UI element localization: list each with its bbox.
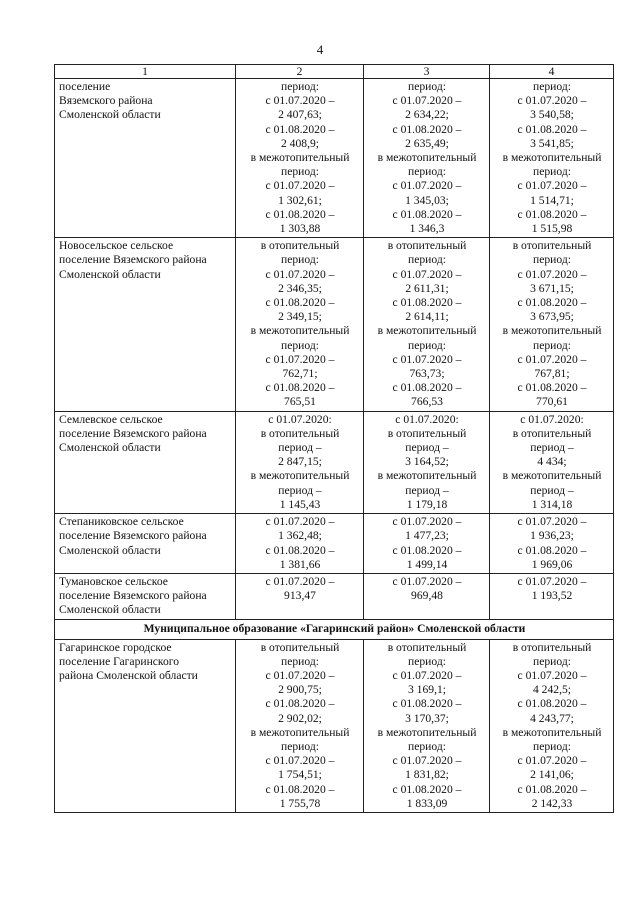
cell-line: 3 164,52; (405, 455, 449, 469)
table-row (55, 411, 614, 513)
table-row (55, 238, 614, 411)
column-number-cell: 3 (364, 65, 490, 79)
cell-line: период: (408, 739, 446, 753)
cell-line: 770,61 (536, 395, 568, 409)
tariff-cell-col4 (490, 514, 614, 574)
cell-line: период: (408, 165, 446, 179)
cell-line: 3 673,95; (530, 310, 574, 324)
column-number-row (55, 65, 614, 79)
cell-line: 1 499,14 (406, 557, 448, 571)
cell-line: в отопительный (512, 426, 592, 440)
cell-line: с 01.08.2020 – (265, 697, 335, 711)
cell-line: в отопительный (260, 239, 340, 253)
cell-line: поселение (59, 80, 111, 93)
tariff-cell-col4 (490, 639, 614, 812)
cell-line: с 01.08.2020 – (517, 543, 587, 557)
cell-line: с 01.07.2020 – (517, 754, 587, 768)
cell-line: с 01.07.2020 – (265, 352, 335, 366)
tariff-cell-col2 (236, 79, 364, 238)
cell-line: 2 900,75; (278, 683, 322, 697)
cell-line: с 01.07.2020 – (392, 668, 462, 682)
cell-line: с 01.07.2020 – (392, 754, 462, 768)
cell-line: 2 614,11; (405, 310, 449, 324)
table-row (55, 639, 614, 812)
cell-line: поселение Вяземского района (59, 253, 207, 267)
cell-line: в межотопительный (250, 469, 350, 483)
cell-line: с 01.07.2020 – (392, 352, 462, 366)
cell-line: 1 179,18 (406, 497, 448, 511)
cell-line: 1 477,23; (405, 529, 449, 543)
cell-line: 762,71; (282, 367, 318, 381)
cell-line: с 01.07.2020 – (517, 574, 587, 588)
cell-line: в межотопительный (377, 469, 477, 483)
cell-line: 1 314,18 (531, 497, 573, 511)
cell-line: 1 302,61; (278, 193, 322, 207)
cell-line: с 01.08.2020 – (517, 122, 587, 136)
cell-line: Тумановское сельское (59, 574, 168, 588)
cell-line: в межотопительный (502, 324, 602, 338)
cell-line: 3 540,58; (530, 108, 574, 122)
settlement-name-cell (55, 639, 236, 812)
cell-line: в межотопительный (250, 725, 350, 739)
tariff-cell-col3 (364, 79, 490, 238)
cell-line: с 01.07.2020 – (265, 574, 335, 588)
tariff-cell-col4 (490, 573, 614, 619)
cell-line: с 01.07.2020 – (265, 754, 335, 768)
cell-line: Степаниковское сельское (59, 515, 184, 529)
cell-line: района Смоленской области (59, 668, 198, 682)
cell-line: с 01.08.2020 – (392, 296, 462, 310)
cell-line: с 01.08.2020 – (265, 381, 335, 395)
cell-line: с 01.08.2020 – (392, 543, 462, 557)
cell-line: Смоленской области (59, 603, 161, 617)
tariff-cell-col3 (364, 573, 490, 619)
cell-line: период: (281, 739, 319, 753)
table-row (55, 514, 614, 574)
tariff-cell-col2 (236, 639, 364, 812)
cell-line: в межотопительный (377, 324, 477, 338)
cell-line: с 01.08.2020 – (517, 296, 587, 310)
cell-line: период – (530, 441, 574, 455)
cell-line: с 01.07.2020 – (517, 515, 587, 529)
column-number-cell: 2 (236, 65, 364, 79)
cell-line: Смоленской области (59, 267, 161, 281)
cell-line: с 01.08.2020 – (392, 122, 462, 136)
cell-line: 3 169,1; (407, 683, 446, 697)
cell-line: в межотопительный (377, 151, 477, 165)
tariff-cell-col2 (236, 514, 364, 574)
cell-line: 1 145,43 (279, 497, 321, 511)
cell-line: 4 242,5; (532, 683, 571, 697)
cell-line: Смоленской области (59, 108, 161, 122)
tariff-cell-col2 (236, 411, 364, 513)
cell-line: с 01.07.2020 – (392, 267, 462, 281)
tariff-cell-col3 (364, 514, 490, 574)
cell-line: с 01.07.2020: (395, 412, 459, 426)
cell-line: с 01.08.2020 – (517, 381, 587, 395)
cell-line: 1 514,71; (530, 193, 574, 207)
cell-line: в межотопительный (250, 151, 350, 165)
cell-line: Смоленской области (59, 441, 161, 455)
cell-line: период: (281, 80, 319, 93)
cell-line: в межотопительный (250, 324, 350, 338)
cell-line: в межотопительный (502, 725, 602, 739)
cell-line: с 01.08.2020 – (265, 207, 335, 221)
cell-line: с 01.07.2020 – (517, 94, 587, 108)
cell-line: с 01.08.2020 – (265, 296, 335, 310)
cell-line: с 01.07.2020 – (392, 574, 462, 588)
section-title: Муниципальное образование «Гагаринский район» Смоленской области (55, 619, 614, 639)
tariff-cell-col3 (364, 238, 490, 411)
cell-line: 1 936,23; (530, 529, 574, 543)
cell-line: в отопительный (387, 239, 467, 253)
cell-line: с 01.07.2020 – (517, 668, 587, 682)
cell-line: 1 833,09 (406, 796, 448, 810)
cell-line: 2 635,49; (405, 136, 449, 150)
cell-line: 3 541,85; (530, 136, 574, 150)
cell-line: в отопительный (512, 640, 592, 654)
cell-line: с 01.07.2020 – (517, 267, 587, 281)
cell-line: 2 142,33 (531, 796, 573, 810)
cell-line: период – (530, 483, 574, 497)
cell-line: с 01.07.2020 – (265, 515, 335, 529)
cell-line: 4 243,77; (530, 711, 574, 725)
cell-line: с 01.08.2020 – (265, 122, 335, 136)
cell-line: 2 408,9; (280, 136, 319, 150)
tariff-cell-col4 (490, 79, 614, 238)
cell-line: период: (533, 165, 571, 179)
cell-line: с 01.08.2020 – (265, 782, 335, 796)
cell-line: в отопительный (260, 426, 340, 440)
tariff-cell-col4 (490, 411, 614, 513)
cell-line: с 01.07.2020 – (265, 94, 335, 108)
cell-line: 1 515,98 (531, 222, 573, 236)
cell-line: 1 754,51; (278, 768, 322, 782)
cell-line: 1 193,52 (531, 589, 573, 603)
cell-line: Смоленской области (59, 543, 161, 557)
cell-line: 1 969,06 (531, 557, 573, 571)
cell-line: с 01.07.2020 – (265, 179, 335, 193)
cell-line: с 01.08.2020 – (517, 697, 587, 711)
cell-line: период – (278, 483, 322, 497)
cell-line: 3 170,37; (405, 711, 449, 725)
cell-line: с 01.07.2020 – (392, 179, 462, 193)
table-row (55, 79, 614, 238)
cell-line: 763,73; (409, 367, 445, 381)
cell-line: 2 611,31; (405, 281, 449, 295)
tariff-cell-col4 (490, 238, 614, 411)
cell-line: 2 346,35; (278, 281, 322, 295)
cell-line: 2 847,15; (278, 455, 322, 469)
cell-line: в отопительный (387, 640, 467, 654)
cell-line: период: (408, 338, 446, 352)
cell-line: 1 381,66 (279, 557, 321, 571)
cell-line: 969,48 (411, 589, 443, 603)
cell-line: 767,81; (534, 367, 570, 381)
cell-line: в межотопительный (502, 469, 602, 483)
tariff-cell-col3 (364, 639, 490, 812)
cell-line: с 01.07.2020 – (265, 267, 335, 281)
tariff-table (54, 64, 614, 813)
cell-line: с 01.07.2020 – (392, 94, 462, 108)
cell-line: 913,47 (284, 589, 316, 603)
cell-line: 765,51 (284, 395, 316, 409)
cell-line: период – (405, 441, 449, 455)
cell-line: с 01.08.2020 – (392, 697, 462, 711)
cell-line: в отопительный (260, 640, 340, 654)
cell-line: период: (533, 80, 571, 93)
cell-line: поселение Вяземского района (59, 426, 207, 440)
settlement-name-cell (55, 79, 236, 238)
settlement-name-cell (55, 514, 236, 574)
cell-line: Вяземского района (59, 94, 153, 108)
cell-line: с 01.07.2020: (520, 412, 584, 426)
cell-line: 2 902,02; (278, 711, 322, 725)
cell-line: Новосельское сельское (59, 239, 174, 253)
cell-line: с 01.07.2020 – (265, 668, 335, 682)
cell-line: в отопительный (387, 426, 467, 440)
cell-line: период: (408, 80, 446, 93)
cell-line: с 01.07.2020: (268, 412, 332, 426)
cell-line: 2 349,15; (278, 310, 322, 324)
cell-line: с 01.08.2020 – (392, 381, 462, 395)
cell-line: поселение Вяземского района (59, 589, 207, 603)
cell-line: с 01.07.2020 – (517, 352, 587, 366)
cell-line: с 01.08.2020 – (265, 543, 335, 557)
cell-line: 3 671,15; (530, 281, 574, 295)
cell-line: 1 755,78 (279, 796, 321, 810)
cell-line: с 01.08.2020 – (392, 207, 462, 221)
cell-line: период: (281, 338, 319, 352)
cell-line: с 01.07.2020 – (392, 515, 462, 529)
settlement-name-cell (55, 238, 236, 411)
column-number-cell: 4 (490, 65, 614, 79)
cell-line: в межотопительный (502, 151, 602, 165)
cell-line: период: (533, 739, 571, 753)
cell-line: 766,53 (411, 395, 443, 409)
cell-line: 1 346,3 (409, 222, 445, 236)
page-number: 4 (316, 42, 324, 57)
cell-line: 1 831,82; (405, 768, 449, 782)
cell-line: в отопительный (512, 239, 592, 253)
cell-line: с 01.07.2020 – (517, 179, 587, 193)
cell-line: период: (533, 654, 571, 668)
cell-line: период: (533, 253, 571, 267)
cell-line: поселение Вяземского района (59, 529, 207, 543)
cell-line: 2 141,06; (530, 768, 574, 782)
cell-line: 2 634,22; (405, 108, 449, 122)
cell-line: 2 407,63; (278, 108, 322, 122)
cell-line: в межотопительный (377, 725, 477, 739)
cell-line: период: (408, 253, 446, 267)
cell-line: 1 303,88 (279, 222, 321, 236)
cell-line: период: (281, 654, 319, 668)
cell-line: 1 362,48; (278, 529, 322, 543)
cell-line: с 01.08.2020 – (517, 782, 587, 796)
cell-line: период – (278, 441, 322, 455)
cell-line: период: (408, 654, 446, 668)
cell-line: с 01.08.2020 – (392, 782, 462, 796)
cell-line: период: (281, 253, 319, 267)
cell-line: Семлевское сельское (59, 412, 163, 426)
settlement-name-cell (55, 411, 236, 513)
tariff-cell-col2 (236, 573, 364, 619)
cell-line: поселение Гагаринского (59, 654, 180, 668)
table-row (55, 573, 614, 619)
cell-line: с 01.08.2020 – (517, 207, 587, 221)
tariff-cell-col3 (364, 411, 490, 513)
section-row (55, 619, 614, 639)
cell-line: период: (281, 165, 319, 179)
tariff-cell-col2 (236, 238, 364, 411)
column-number-cell: 1 (55, 65, 236, 79)
settlement-name-cell (55, 573, 236, 619)
cell-line: 4 434; (537, 455, 567, 469)
cell-line: 1 345,03; (405, 193, 449, 207)
cell-line: период: (533, 338, 571, 352)
cell-line: Гагаринское городское (59, 640, 172, 654)
cell-line: период – (405, 483, 449, 497)
